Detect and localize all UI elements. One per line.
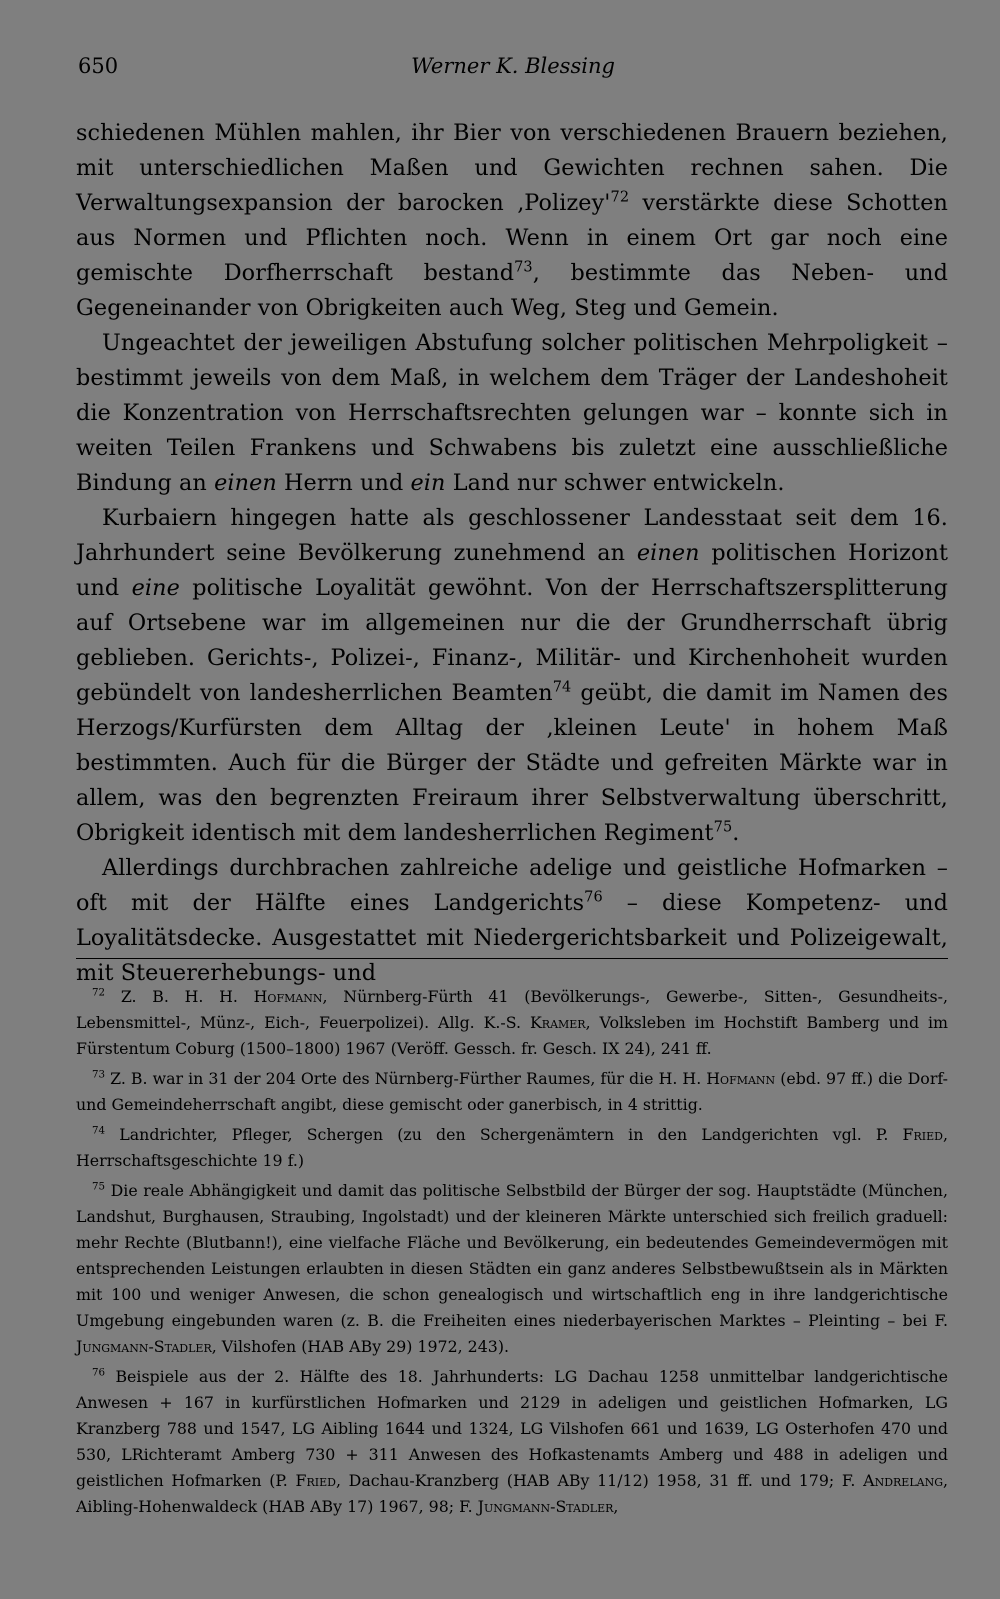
footnote-73: $^{73}$ Z. B. war in 31 der 204 Orte des Nürnberg-Fürther Raumes, für die H. H. Hofmann (ebd. 97 ff.) die Dorf- und Gemeindeherrschaft angibt, diese gemischt oder ganerbisch, in 4 strittig. (76, 1068, 948, 1114)
footnote-rule (76, 958, 948, 959)
footnote-74: $^{74}$ Landrichter, Pfleger, Schergen (zu den Schergenämtern in den Landgerichten vgl. P. Fried, Herrschaftsgeschichte 19 f.) (76, 1124, 948, 1170)
footnote-ref-72[interactable]: 72 (610, 189, 630, 206)
main-text (76, 116, 948, 991)
paragraph-2: Ungeachtet der jeweiligen Abstufung solcher politischen Mehrpoligkeit – bestimmt jeweils von dem Maß, in welchem dem Träger der Landeshoheit die Konzentration von Herrschaftsrechten gelungen war – konnte sich in weiten Teilen Frankens und Schwabens bis zuletzt eine ausschließliche Bindung an einen Herrn und ein Land nur schwer entwickeln. (76, 330, 948, 496)
page-header (78, 50, 948, 90)
paragraph-4: Allerdings durchbrachen zahlreiche adelige und geistliche Hofmarken – oft mit der Hälfte eines Landgerichts$^{76}$ – diese Kompetenz- und Loyalitätsdecke. Ausgestattet mit Niedergerichtsbarkeit und Polizeigewalt, mit Steuererhebungs- und (76, 855, 948, 986)
footnotes (76, 984, 948, 1524)
footnote-76: $^{76}$ Beispiele aus der 2. Hälfte des 18. Jahrhunderts: LG Dachau 1258 unmittelbar landgerichtische Anwesen + 167 in kurfürstlichen Hofmarken und 2129 in adeligen und geistlichen Hofmarken, LG Kranzberg 788 und 1547, LG Aibling 1644 und 1324, LG Vilshofen 661 und 1639, LG Osterhofen 470 und 530, LRichteramt Amberg 730 + 311 Anwesen des Hofkastenamts Amberg und 488 in adeligen und geistlichen Hofmarken (P. Fried, Dachau-Kranzberg (HAB ABy 11/12) 1958, 31 ff. und 179; F. Andrelang, Aibling-Hohenwaldeck (HAB ABy 17) 1967, 98; F. Jungmann-Stadler, (76, 1366, 949, 1516)
running-head: Werner K. Blessing (411, 54, 615, 78)
paragraph-3: Kurbaiern hingegen hatte als geschlossener Landesstaat seit dem 16. Jahrhundert seine Bevölkerung zunehmend an einen politischen Horizont und eine politische Loyalität gewöhnt. Von der Herrschaftszersplitterung auf Ortsebene war im allgemeinen nur die der Grundherrschaft übrig geblieben. Gerichts-, Polizei-, Finanz-, Militär- und Kirchenhoheit wurden gebündelt von landesherrlichen Beamten$^{74}$ geübt, die damit im Namen des Herzogs/Kurfürsten dem Alltag der ‚kleinen Leute' in hohem Maß bestimmten. Auch für die Bürger der Städte und gefreiten Märkte war in allem, was den begrenzten Freiraum ihrer Selbstverwaltung überschritt, Obrigkeit identisch mit dem landesherrlichen Regiment$^{75}$. (76, 505, 949, 846)
footnote-ref-73[interactable]: 73 (514, 259, 533, 276)
paragraph-1: schiedenen Mühlen mahlen, ihr Bier von verschiedenen Brauern beziehen, mit unterschiedlichen Maßen und Gewichten rechnen sahen. Die Verwaltungsexpansion der barocken $‚Polizey'^{72}$ verstärkte diese Schotten aus Normen und Pflichten noch. Wenn in einem Ort gar noch eine gemischte Dorfherrschaft bestand$^{73}$, bestimmte das Neben- und Gegeneinander von Obrigkeiten auch Weg, Steg und Gemein. (76, 120, 948, 321)
footnote-ref-75[interactable]: 75 (713, 819, 733, 836)
footnote-ref-76[interactable]: 76 (584, 889, 603, 906)
footnote-ref-74[interactable]: 74 (552, 679, 572, 696)
footnote-75: $^{75}$ Die reale Abhängigkeit und damit das politische Selbstbild der Bürger der sog. Hauptstädte (München, Landshut, Burghausen, Straubing, Ingolstadt) und der kleineren Märkte unterschied sich freilich graduell: mehr Rechte (Blutbann!), eine vielfache Fläche und Bevölkerung, ein bedeutendes Gemeindevermögen mit entsprechenden Leistungen erlaubten in diesen Städten ein ganz anderes Selbstbewußtsein als in Märkten mit 100 und weniger Anwesen, die schon genealogisch und wirtschaftlich eng in ihre landgerichtische Umgebung eingebunden waren (z. B. die Freiheiten eines niederbayerischen Marktes – Pleinting – bei F. Jungmann-Stadler, Vilshofen (HAB ABy 29) 1972, 243). (76, 1180, 948, 1356)
page-number: 650 (78, 54, 119, 78)
footnote-72: $^{72}$ Z. B. H. H. Hofmann, Nürnberg-Fürth 41 (Bevölkerungs-, Gewerbe-, Sitten-, Gesundheits-, Lebensmittel-, Münz-, Eich-, Feuerpolizei). Allg. K.-S. Kramer, Volksleben im Hochstift Bamberg und im Fürstentum Coburg (1500–1800) 1967 (Veröff. Gessch. fr. Gesch. IX 24), 241 ff. (76, 986, 949, 1058)
